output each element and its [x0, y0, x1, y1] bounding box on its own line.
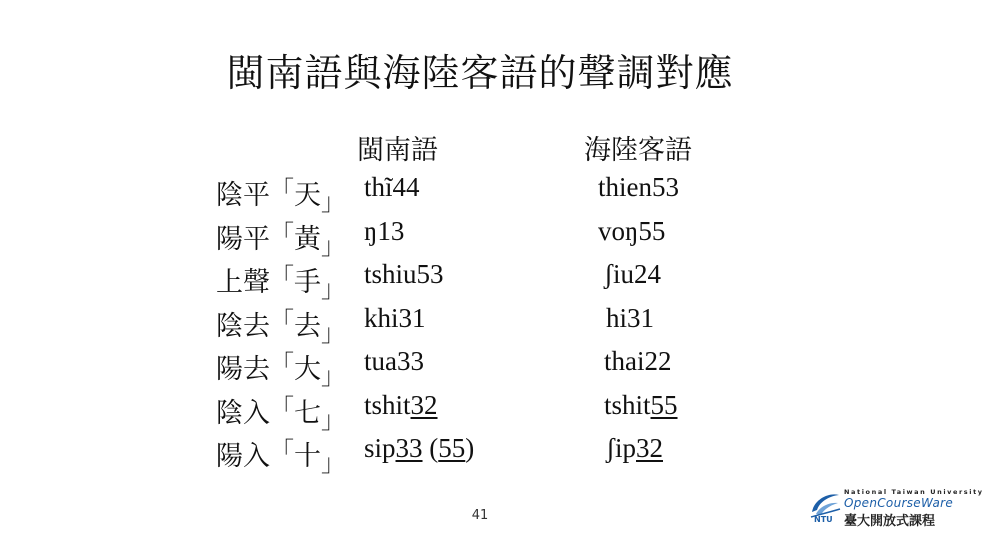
tone-row: [0, 431, 960, 475]
minnan-value-segment: ŋ13: [364, 215, 405, 246]
minnan-value-segment: tshit: [364, 389, 411, 420]
minnan-value-segment: sip: [364, 433, 396, 463]
example-char: 大: [294, 354, 321, 385]
quote-open: 「: [270, 219, 294, 248]
minnan-value-segment: thĩ44: [364, 172, 420, 202]
tone-row: [0, 301, 960, 345]
tone-label: [216, 301, 345, 348]
tone-row: [0, 257, 960, 301]
hailu-value: [606, 303, 654, 334]
hailu-value: [604, 259, 661, 290]
page-number: 41: [471, 508, 489, 523]
hailu-value: [598, 216, 665, 247]
logo-chinese-name: 臺大開放式課程: [844, 514, 936, 529]
minnan-value: [364, 216, 404, 247]
quote-close: 」: [321, 449, 345, 477]
example-char: 七: [294, 397, 321, 429]
quote-open: 「: [270, 176, 294, 204]
minnan-value-segment: 55: [438, 433, 466, 463]
tone-label: [216, 431, 345, 478]
minnan-value-segment: (: [422, 433, 439, 463]
quote-close: 」: [321, 362, 345, 390]
minnan-value: [364, 346, 424, 377]
quote-close: 」: [321, 231, 345, 260]
quote-open: 「: [270, 437, 294, 465]
hailu-value: [598, 172, 679, 203]
minnan-value-segment: khi31: [364, 302, 426, 333]
quote-open: 「: [270, 393, 294, 422]
hailu-value-segment: 55: [650, 389, 678, 420]
column-header-minnan: 閩南語: [357, 135, 438, 166]
tone-name: 陰平: [216, 180, 270, 211]
minnan-value: [364, 390, 438, 421]
example-char: 天: [294, 180, 321, 211]
hailu-value-segment: thai22: [604, 346, 672, 376]
tone-name: 陽入: [216, 441, 270, 472]
quote-close: 」: [321, 318, 345, 347]
minnan-value: [364, 433, 474, 464]
tone-name: 上聲: [216, 267, 270, 298]
tone-label: [216, 214, 345, 261]
hailu-value: [604, 390, 678, 421]
tone-label: [216, 170, 345, 217]
quote-close: 」: [321, 188, 345, 216]
hailu-value-segment: ʃip: [606, 433, 636, 463]
hailu-value-segment: hi31: [606, 302, 655, 333]
slide-title: 閩南語與海陸客語的聲調對應: [226, 51, 734, 95]
minnan-value: [364, 259, 444, 290]
hailu-value-segment: voŋ55: [598, 215, 666, 246]
minnan-value-segment: ): [465, 433, 475, 463]
example-char: 手: [294, 267, 321, 298]
ntu-ocw-logo: [808, 488, 984, 529]
logo-ocw-name: OpenCourseWare: [844, 496, 954, 510]
example-char: 十: [294, 441, 321, 472]
tone-label: [216, 257, 345, 304]
logo-university-name: National Taiwan University: [844, 488, 984, 496]
example-char: 黃: [294, 223, 321, 255]
quote-open: 「: [270, 306, 294, 335]
tone-label: [216, 344, 345, 391]
tone-row: [0, 170, 960, 214]
minnan-value-segment: tshiu53: [364, 259, 444, 289]
hailu-value-segment: 32: [636, 433, 663, 463]
tone-name: 陽去: [216, 354, 270, 385]
quote-close: 」: [321, 405, 345, 434]
tone-name: 陽平: [216, 223, 270, 255]
minnan-value: [364, 303, 426, 334]
quote-open: 「: [270, 350, 294, 378]
tone-row: [0, 344, 960, 388]
minnan-value-segment: 32: [410, 389, 438, 420]
minnan-value-segment: tua33: [364, 346, 424, 376]
hailu-value-segment: thien53: [598, 172, 679, 202]
quote-open: 「: [270, 263, 294, 291]
tone-name: 陰入: [216, 397, 270, 429]
minnan-value-segment: 33: [395, 433, 423, 463]
column-header-hailu: 海陸客語: [584, 135, 692, 166]
example-char: 去: [294, 310, 321, 342]
tone-name: 陰去: [216, 310, 270, 342]
tone-row: [0, 388, 960, 432]
hailu-value: [604, 346, 672, 377]
hailu-value-segment: tshit: [604, 389, 651, 420]
quote-close: 」: [321, 275, 345, 303]
tone-label: [216, 388, 345, 435]
minnan-value: [364, 172, 420, 203]
tone-row: [0, 214, 960, 258]
ntu-mark: NTU: [814, 515, 833, 524]
hailu-value-segment: ʃiu24: [604, 259, 661, 289]
hailu-value: [606, 433, 663, 464]
